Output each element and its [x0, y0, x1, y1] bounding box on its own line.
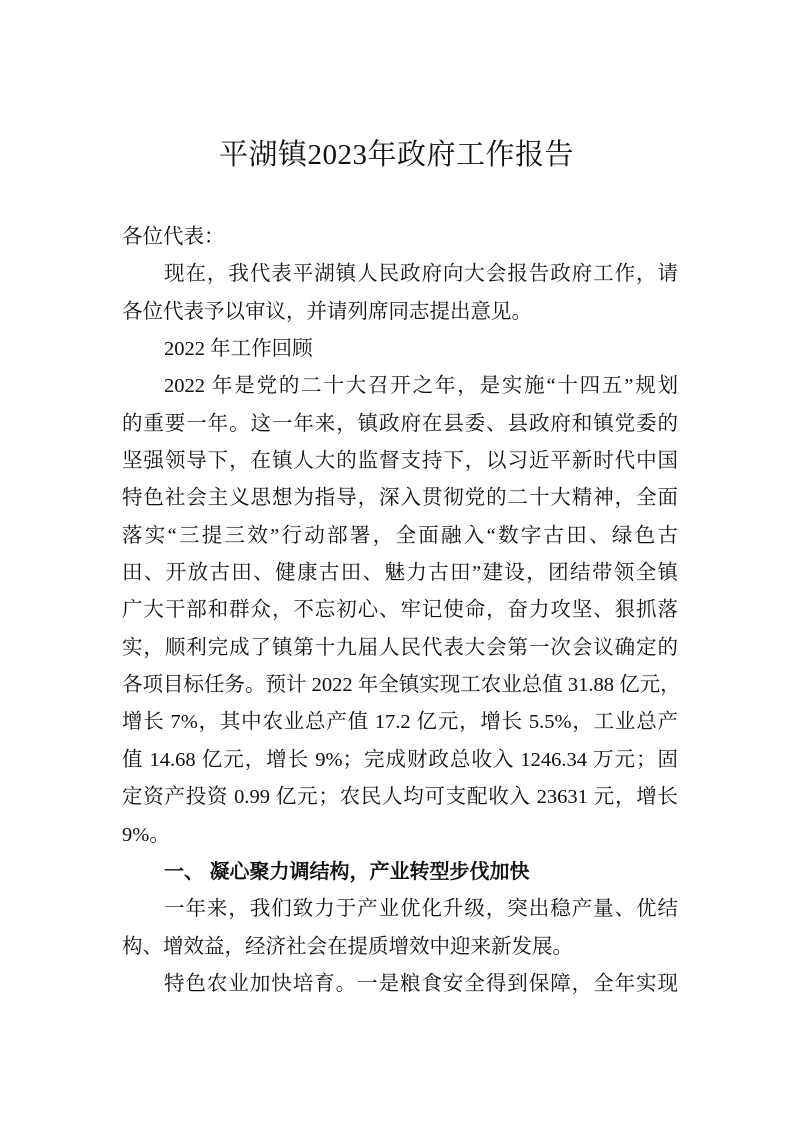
text-line: 各位代表予以审议，并请列席同志提出意见。	[122, 300, 532, 323]
document-title: 平湖镇2023年政府工作报告	[218, 139, 574, 171]
text-line: 的重要一年。这一年来，镇政府在县委、县政府和镇党委的	[122, 412, 678, 435]
text-line: 构、增效益，经济社会在提质增效中迎来新发展。	[122, 935, 573, 958]
document-body	[122, 219, 681, 1003]
text-line: 各位代表：	[122, 226, 225, 248]
text-line: 坚强领导下，在镇人大的监督支持下，以习近平新时代中国	[122, 450, 678, 473]
text-line: 田、开放古田、健康古田、魅力古田”建设，团结带领全镇	[122, 562, 678, 585]
text-line: 特色农业加快培育。一是粮食安全得到保障，全年实现	[164, 972, 678, 995]
text-line: 9%。	[122, 823, 170, 846]
text-line: 落实“三提三效”行动部署，全面融入“数字古田、绿色古	[122, 524, 678, 547]
text-line: 定资产投资 0.99 亿元；农民人均可支配收入 23631 元，增长	[122, 786, 678, 809]
text-line: 2022 年工作回顾	[164, 338, 313, 361]
text-line: 2022 年是党的二十大召开之年，是实施“十四五”规划	[164, 375, 678, 398]
text-line: 广大干部和群众，不忘初心、牢记使命，奋力攻坚、狠抓落	[122, 599, 678, 622]
section-heading: 一、 凝心聚力调结构，产业转型步伐加快	[164, 860, 530, 883]
text-line: 增长 7%，其中农业总产值 17.2 亿元，增长 5.5%，工业总产	[122, 711, 678, 734]
text-line: 值 14.68 亿元，增长 9%；完成财政总收入 1246.34 万元；固	[122, 748, 678, 771]
text-line: 实，顺利完成了镇第十九届人民代表大会第一次会议确定的	[122, 636, 678, 659]
text-line: 一年来，我们致力于产业优化升级，突出稳产量、优结	[164, 898, 678, 921]
text-line: 特色社会主义思想为指导，深入贯彻党的二十大精神，全面	[122, 487, 678, 510]
text-line: 现在，我代表平湖镇人民政府向大会报告政府工作，请	[164, 263, 678, 286]
text-line: 各项目标任务。预计 2022 年全镇实现工农业总值 31.88 亿元，	[122, 674, 681, 697]
